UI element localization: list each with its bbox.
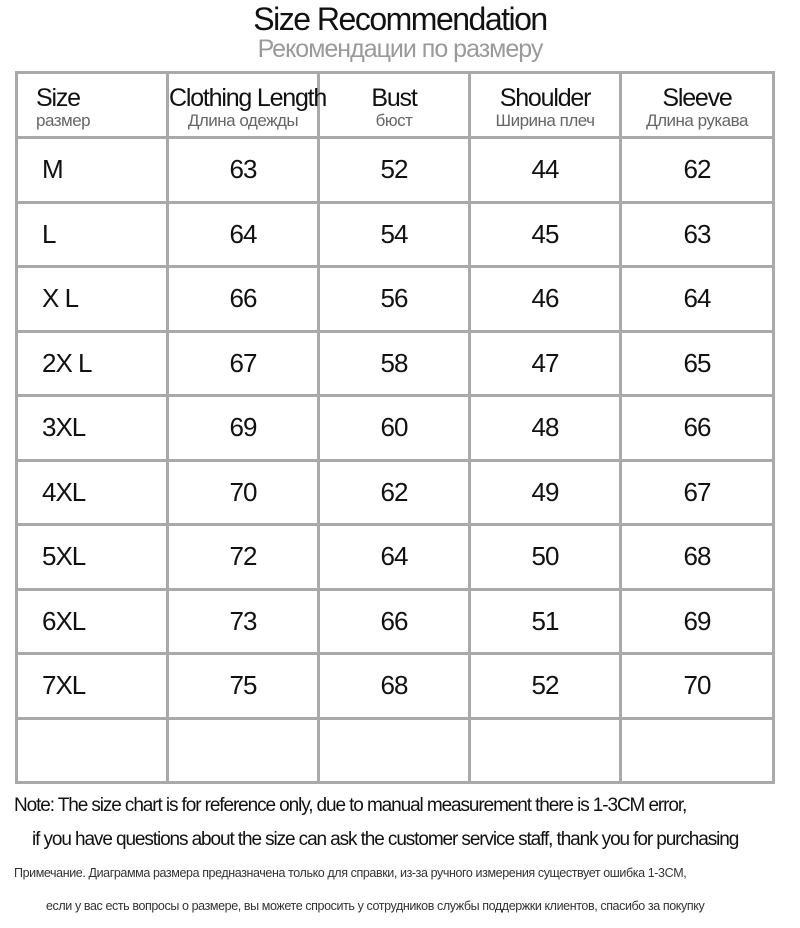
header-label: Shoulder <box>499 84 591 112</box>
header-label: Sleeve <box>662 84 732 112</box>
cell-sleeve: 62 <box>621 138 774 203</box>
header-label: Clothing Length <box>169 84 327 112</box>
cell-sleeve: 65 <box>621 331 774 396</box>
cell-bust: 68 <box>319 654 470 719</box>
header-label-ru: размер <box>36 111 91 130</box>
cell-shoulder <box>470 718 621 783</box>
header-cell-size <box>17 73 168 138</box>
cell-sleeve: 70 <box>621 654 774 719</box>
cell-bust: 54 <box>319 202 470 267</box>
cell-bust: 64 <box>319 525 470 590</box>
cell-shoulder: 48 <box>470 396 621 461</box>
cell-shoulder: 52 <box>470 654 621 719</box>
header-cell-shoulder <box>470 73 621 138</box>
cell-size <box>17 718 168 783</box>
cell-shoulder: 49 <box>470 460 621 525</box>
header-label-ru: Длина рукава <box>646 111 748 130</box>
note-ru-line2: если у вас есть вопросы о размере, вы можете спросить у сотрудников службы поддержки клиентов, спасибо за покупку <box>46 899 705 913</box>
header-label-ru: бюст <box>375 111 413 130</box>
cell-shoulder: 44 <box>470 138 621 203</box>
header-cell-bust <box>319 73 470 138</box>
cell-size: M <box>17 138 168 203</box>
table-row <box>17 331 774 396</box>
cell-clothing-length: 75 <box>168 654 319 719</box>
note-en-line2: if you have questions about the size can ask the customer service staff, thank you for purchasing <box>32 829 739 850</box>
cell-clothing-length: 66 <box>168 267 319 332</box>
header-label: Bust <box>371 84 417 112</box>
cell-shoulder: 46 <box>470 267 621 332</box>
page-title: Size Recommendation <box>253 1 547 37</box>
cell-size: X L <box>17 267 168 332</box>
cell-sleeve: 69 <box>621 589 774 654</box>
table-header-row <box>17 73 774 138</box>
cell-sleeve: 63 <box>621 202 774 267</box>
table-row <box>17 267 774 332</box>
header-label-ru: Ширина плеч <box>495 111 595 130</box>
cell-clothing-length: 64 <box>168 202 319 267</box>
header-label: Size <box>36 84 80 112</box>
cell-clothing-length: 63 <box>168 138 319 203</box>
cell-sleeve: 64 <box>621 267 774 332</box>
cell-shoulder: 47 <box>470 331 621 396</box>
cell-size: 5XL <box>17 525 168 590</box>
table-row <box>17 654 774 719</box>
cell-size: 2X L <box>17 331 168 396</box>
size-table <box>15 71 775 784</box>
cell-sleeve: 67 <box>621 460 774 525</box>
cell-shoulder: 51 <box>470 589 621 654</box>
note-ru-line1: Примечание. Диаграмма размера предназначена только для справки, из-за ручного измерения существует ошибка 1-3CM, <box>14 866 687 880</box>
cell-sleeve <box>621 718 774 783</box>
cell-sleeve: 66 <box>621 396 774 461</box>
page-subtitle: Рекомендации по размеру <box>257 35 543 63</box>
cell-size: 4XL <box>17 460 168 525</box>
cell-bust <box>319 718 470 783</box>
table-row <box>17 396 774 461</box>
cell-size: 7XL <box>17 654 168 719</box>
cell-size: L <box>17 202 168 267</box>
header-cell-sleeve <box>621 73 774 138</box>
cell-clothing-length: 70 <box>168 460 319 525</box>
table-row <box>17 202 774 267</box>
cell-bust: 66 <box>319 589 470 654</box>
cell-shoulder: 45 <box>470 202 621 267</box>
cell-bust: 60 <box>319 396 470 461</box>
cell-bust: 56 <box>319 267 470 332</box>
cell-sleeve: 68 <box>621 525 774 590</box>
table-row <box>17 589 774 654</box>
cell-clothing-length: 67 <box>168 331 319 396</box>
note-en-line1: Note: The size chart is for reference only, due to manual measurement there is 1-3CM error, <box>14 795 687 816</box>
cell-size: 3XL <box>17 396 168 461</box>
table-row <box>17 525 774 590</box>
cell-size: 6XL <box>17 589 168 654</box>
cell-clothing-length: 72 <box>168 525 319 590</box>
header-label-ru: Длина одежды <box>187 111 299 130</box>
table-row <box>17 718 774 783</box>
cell-clothing-length <box>168 718 319 783</box>
table-row <box>17 460 774 525</box>
cell-shoulder: 50 <box>470 525 621 590</box>
cell-bust: 58 <box>319 331 470 396</box>
table-row <box>17 138 774 203</box>
header-cell-clothing-length <box>168 73 327 138</box>
cell-clothing-length: 73 <box>168 589 319 654</box>
cell-bust: 52 <box>319 138 470 203</box>
cell-bust: 62 <box>319 460 470 525</box>
cell-clothing-length: 69 <box>168 396 319 461</box>
